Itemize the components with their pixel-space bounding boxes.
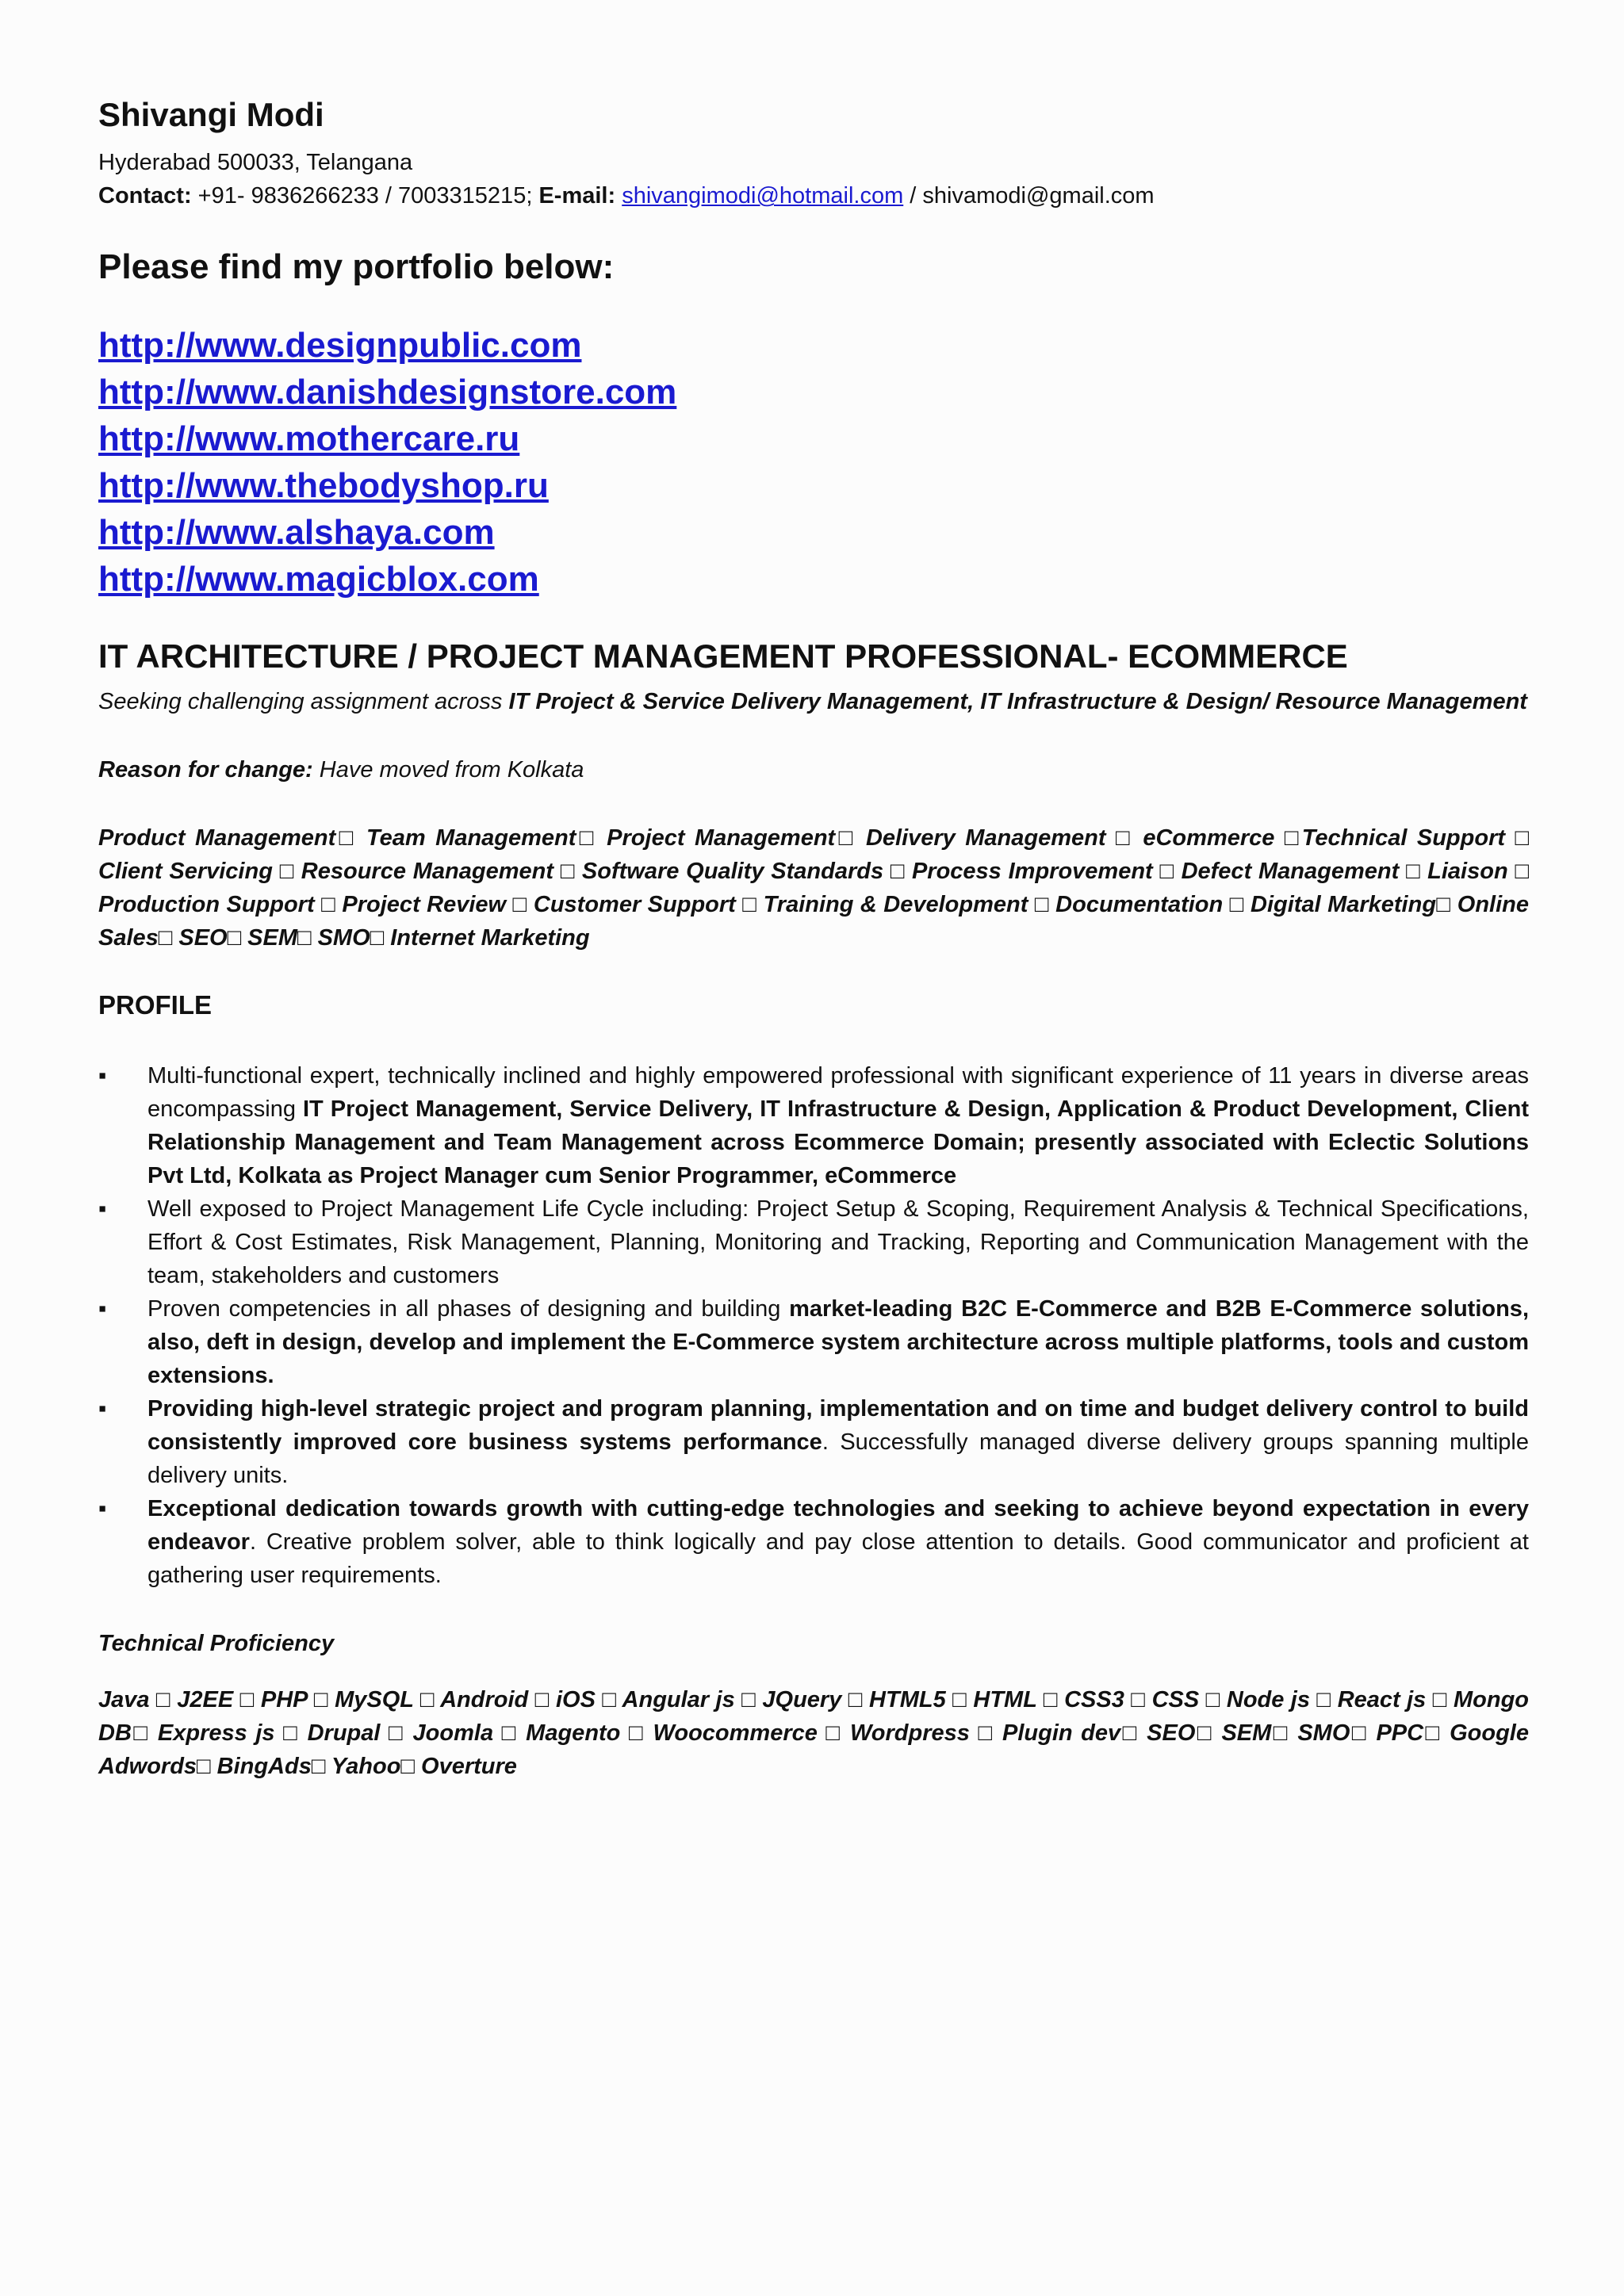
- bullet-icon: ▪: [98, 1063, 107, 1089]
- profile-title: PROFILE: [98, 990, 213, 1020]
- contact-line: [98, 179, 1529, 212]
- portfolio-link[interactable]: http://www.mothercare.ru: [98, 419, 520, 459]
- technical-title: Technical Proficiency: [98, 1631, 335, 1657]
- portfolio-link[interactable]: http://www.designpublic.com: [98, 326, 582, 365]
- seeking-statement: [98, 685, 1529, 718]
- technical-list: Java □ J2EE □ PHP □ MySQL □ Android □ iOS □ Angular js □ JQuery □ HTML5 □ HTML □ CSS3 □ CSS □ Node js □ React js □ Mongo DB□ Express js □ Drupal □ Joomla □ Magento □ Woocommerce □ Wordpress □ Plugin dev□ SEO□ SEM□ SMO□ PPC□ Google Adwords□ BingAds□ Yahoo□ Overture: [98, 1687, 1529, 1780]
- contact-value: +91- 9836266233 / 7003315215;: [197, 183, 533, 209]
- profile-text: . Successfully managed diverse delivery groups spanning multiple delivery units.: [147, 1429, 1529, 1489]
- portfolio-link[interactable]: http://www.magicblox.com: [98, 560, 539, 599]
- profile-item: [98, 1192, 1529, 1292]
- skills-list: Product Management□ Team Management□ Project Management□ Delivery Management □ eCommerce □Technical Support □ Client Servicing □ Resource Management □ Software Quality Standards □ Process Improvement □ Defect Management □ Liaison □ Production Support □ Project Review □ Customer Support □ Training & Development □ Documentation □ Digital Marketing□ Online Sales□ SEO□ SEM□ SMO□ Internet Marketing: [98, 825, 1529, 951]
- profile-text-bold: Providing high-level strategic project and program planning, implementation and on time and budget delivery control to build consistently improved core business systems performance: [147, 1396, 1529, 1456]
- profile-text: Multi-functional expert, technically inclined and highly empowered professional with significant experience of 11 years in diverse areas encompassing: [147, 1063, 1529, 1123]
- reason-for-change: [98, 753, 1529, 786]
- profile-text-bold: Exceptional dedication towards growth with cutting-edge technologies and seeking to achieve beyond expectation in every endeavor: [147, 1496, 1529, 1556]
- profile-text-bold: market-leading B2C E-Commerce and B2B E-Commerce solutions, also, deft in design, develop and implement the E-Commerce system architecture across multiple platforms, tools and custom extensions.: [147, 1296, 1529, 1389]
- portfolio-link[interactable]: http://www.alshaya.com: [98, 513, 495, 553]
- profile-item: [98, 1492, 1529, 1592]
- reason-value: Have moved from Kolkata: [319, 757, 584, 783]
- profile-item: [98, 1292, 1529, 1392]
- email-primary-link[interactable]: shivangimodi@hotmail.com: [622, 183, 904, 209]
- headline-title: IT ARCHITECTURE / PROJECT MANAGEMENT PROFESSIONAL- ECOMMERCE: [98, 637, 1348, 675]
- resume-content: [98, 95, 1529, 1806]
- portfolio-link[interactable]: http://www.thebodyshop.ru: [98, 466, 549, 506]
- reason-label: Reason for change:: [98, 757, 313, 783]
- profile-text: Proven competencies in all phases of designing and building: [147, 1296, 790, 1322]
- email-label: E-mail:: [538, 183, 616, 209]
- seeking-areas: IT Project & Service Delivery Management, IT Infrastructure & Design/ Resource Management: [508, 689, 1527, 715]
- bullet-icon: ▪: [98, 1296, 107, 1322]
- candidate-name: Shivangi Modi: [98, 96, 324, 133]
- bullet-icon: ▪: [98, 1496, 107, 1522]
- profile-item: [98, 1392, 1529, 1492]
- profile-text-bold: IT Project Management, Service Delivery, IT Infrastructure & Design, Application & Product Development, Client Relationship Management and Team Management across Ecommerce Domain; presently associated with Eclectic Solutions Pvt Ltd, Kolkata as Project Manager cum Senior Programmer, eCommerce: [147, 1096, 1529, 1189]
- profile-text: . Creative problem solver, able to think logically and pay close attention to details. Good communicator and proficient at gathering user requirements.: [147, 1529, 1529, 1589]
- profile-list: [98, 1059, 1529, 1592]
- contact-label: Contact:: [98, 183, 192, 209]
- portfolio-links: [98, 322, 1529, 603]
- seeking-prefix: Seeking challenging assignment across: [98, 689, 503, 715]
- bullet-icon: ▪: [98, 1196, 107, 1223]
- email-separator: /: [910, 183, 917, 209]
- profile-item: [98, 1059, 1529, 1192]
- email-secondary: shivamodi@gmail.com: [922, 183, 1155, 209]
- bullet-icon: ▪: [98, 1396, 107, 1422]
- portfolio-link[interactable]: http://www.danishdesignstore.com: [98, 373, 677, 412]
- address: Hyderabad 500033, Telangana: [98, 150, 413, 176]
- portfolio-title: Please find my portfolio below:: [98, 247, 615, 287]
- profile-text: Well exposed to Project Management Life Cycle including: Project Setup & Scoping, Requirement Analysis & Technical Specifications, Effort & Cost Estimates, Risk Management, Planning, Monitoring and Tracking, Reporting and Communication Management with the team, stakeholders and customers: [147, 1196, 1529, 1289]
